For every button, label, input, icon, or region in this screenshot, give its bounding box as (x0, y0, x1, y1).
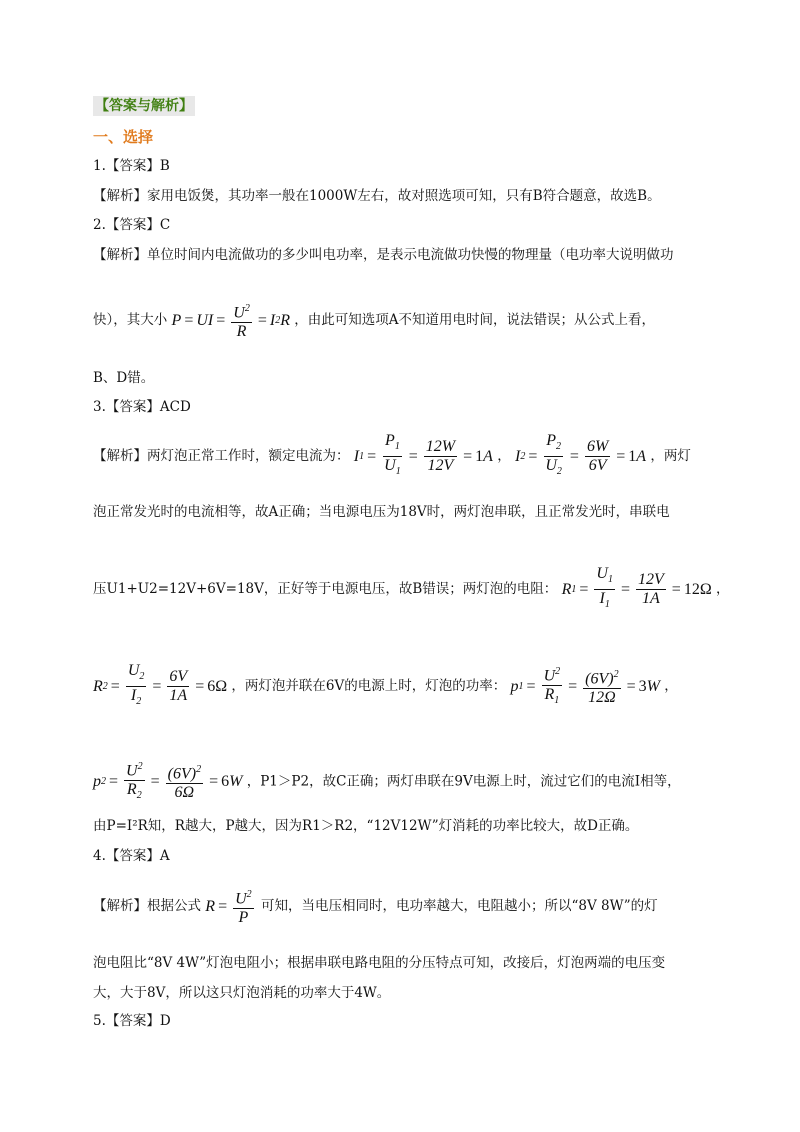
text-fragment: ， (716, 581, 730, 598)
formula-current-1: I 1 = $\frac{P_1}{U_1}$ = $\frac{12W}{12V}$ = 1 A (353, 432, 493, 478)
q2-analysis-line1: 【解析】单位时间内电流做功的多少叫电功率，是表示电流做功快慢的物理量（电功率大说明做功 (93, 247, 674, 263)
q3-analysis-line6: 由P=I²R知，R越大，P越大，因为R1＞R2，“12V12W”灯消耗的功率比较大，故D正确。 (93, 818, 639, 834)
text-fragment: 【解析】两灯泡正常工作时，额定电流为： (93, 448, 350, 465)
text-fragment: ，两灯 (650, 448, 691, 465)
q3-analysis-line5 (93, 758, 681, 806)
formula-resistance-1: R 1 = $\frac{U_1}{I_1}$ = $\frac{12V}{1A}$ = 12Ω (561, 565, 712, 611)
text-fragment: 【解析】根据公式 (93, 898, 201, 915)
q1-answer: 1.【答案】B (93, 158, 170, 174)
q3-answer: 3.【答案】ACD (93, 399, 191, 415)
text-fragment: ，正好等于电源电压，故B错误；两灯泡的电阻： (263, 581, 558, 598)
formula-current-2: I 2 = $\frac{P_2}{U_2}$ = $\frac{6W}{6V}$ = 1 A (514, 432, 647, 478)
text-fragment: U1+U2=12V+6V=18V (106, 581, 264, 598)
q1-analysis: 【解析】家用电饭煲，其功率一般在1000W左右，故对照选项可知，只有B符合题意，故选B。 (93, 188, 661, 204)
q4-answer: 4.【答案】A (93, 848, 170, 864)
text-fragment: 快），其大小 (93, 312, 168, 329)
q2-analysis-line2 (93, 300, 655, 341)
q2-analysis-line3: B、D错。 (93, 370, 155, 386)
q3-analysis-line1 (93, 432, 691, 481)
text-fragment: ，P1＞P2，故C正确；两灯串联在9V电源上时，流过它们的电流I相等， (246, 773, 681, 790)
section-title: 一、选择 (93, 128, 154, 146)
q4-analysis-line2: 泡电阻比“8V 4W”灯泡电阻小；根据串联电路电阻的分压特点可知，改接后，灯泡两端的电压变 (93, 955, 666, 971)
q2-answer: 2.【答案】C (93, 217, 171, 233)
q3-analysis-line3 (93, 565, 730, 614)
formula-power-1: p 1 = $\frac{U^2}{R_1}$ = $\frac{(6V)^2}{12\Omega}$ = 3 W (511, 663, 660, 711)
formula-power: P = UI = $\frac{U^2}{R}$ = I 2 R (172, 300, 290, 341)
text-fragment: 可知，当电压相同时，电功率越大，电阻越小；所以“8V 8W”的灯 (260, 898, 658, 915)
formula-resistance-2: R 2 = $\frac{U_2}{I_2}$ = $\frac{6V}{1A}$ = 6Ω (93, 662, 228, 708)
answer-heading: 【答案与解析】 (95, 98, 193, 114)
text-fragment: 压 (93, 581, 107, 598)
text-fragment: ，由此可知选项A不知道用电时间，说法错误；从公式上看， (294, 312, 656, 329)
q4-analysis-line1 (93, 886, 658, 927)
text-fragment: ，两灯泡并联在6V的电源上时，灯泡的功率： (231, 678, 507, 695)
q3-analysis-line4 (93, 662, 678, 711)
formula-resistance: R = $\frac{U^2}{P}$ (205, 886, 256, 927)
text-fragment: ， (497, 448, 511, 465)
q5-answer: 5.【答案】D (93, 1013, 171, 1029)
q4-analysis-line3: 大，大于8V，所以这只灯泡消耗的功率大于4W。 (93, 985, 391, 1001)
formula-power-2: p 2 = $\frac{U^2}{R_2}$ = $\frac{(6V)^2}{6\Omega}$ = 6 W (93, 758, 242, 806)
q3-analysis-line2: 泡正常发光时的电流相等，故A正确；当电源电压为18V时，两灯泡串联，且正常发光时，串联电 (93, 504, 670, 520)
text-fragment: ， (664, 678, 678, 695)
